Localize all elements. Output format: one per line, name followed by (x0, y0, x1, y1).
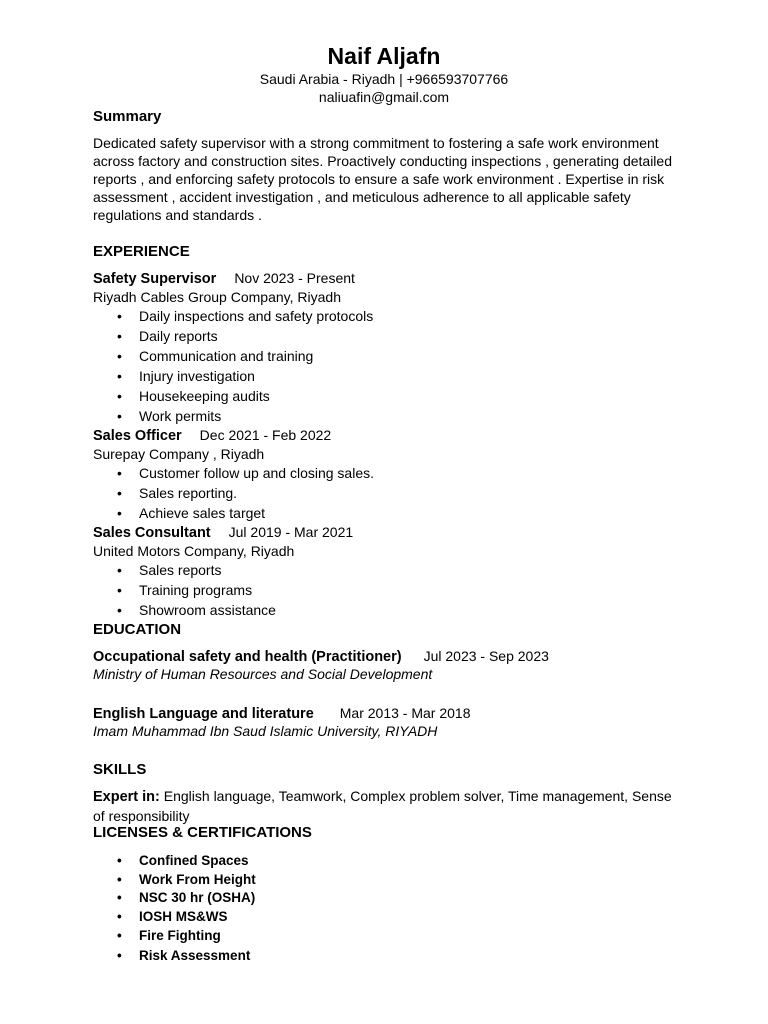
job-dates: Nov 2023 - Present (234, 270, 355, 286)
bullet-icon: • (117, 890, 122, 905)
bullet-icon: • (117, 853, 122, 868)
job-dates: Dec 2021 - Feb 2022 (199, 427, 332, 443)
job-title: Sales Officer (93, 428, 182, 444)
bullet-icon: • (117, 485, 122, 501)
job-header (93, 427, 331, 445)
education-title: Occupational safety and health (Practitioner) (93, 649, 402, 665)
job-header (93, 270, 355, 288)
list-item: • Training programs (117, 582, 253, 598)
bullet-icon: • (117, 562, 122, 578)
skills-text (93, 787, 683, 826)
licenses-heading: LICENSES & CERTIFICATIONS (93, 824, 312, 841)
list-item: • Risk Assessment (117, 948, 251, 963)
list-item: • Daily reports (117, 328, 218, 344)
contact-email: naliuafin@gmail.com (318, 89, 450, 105)
job-company: Surepay Company , Riyadh (93, 446, 265, 462)
education-heading: EDUCATION (93, 621, 182, 638)
bullet-icon: • (117, 602, 122, 618)
bullet-icon: • (117, 408, 122, 424)
education-dates: Mar 2013 - Mar 2018 (339, 705, 471, 721)
bullet-icon: • (117, 328, 122, 344)
bullet-icon: • (117, 348, 122, 364)
bullet-icon: • (117, 872, 122, 887)
job-title: Safety Supervisor (93, 271, 217, 287)
list-item: • IOSH MS&WS (117, 909, 228, 924)
list-item: • Showroom assistance (117, 602, 276, 618)
skills-label: Expert in: (93, 789, 160, 805)
experience-heading: EXPERIENCE (93, 243, 190, 260)
list-item: • Work permits (117, 408, 222, 424)
skills-list: English language, Teamwork, Complex problem solver, Time management, Sense of responsibility (93, 788, 672, 824)
bullet-icon: • (117, 948, 122, 963)
education-dates: Jul 2023 - Sep 2023 (423, 648, 549, 664)
bullet-icon: • (117, 582, 122, 598)
job-title: Sales Consultant (93, 525, 211, 541)
education-title: English Language and literature (93, 706, 314, 722)
bullet-icon: • (117, 368, 122, 384)
job-company: United Motors Company, Riyadh (93, 543, 295, 559)
list-item: • NSC 30 hr (OSHA) (117, 890, 256, 905)
list-item: • Communication and training (117, 348, 314, 364)
job-header (93, 524, 353, 542)
education-entry-header (93, 648, 549, 666)
bullet-icon: • (117, 505, 122, 521)
bullet-icon: • (117, 388, 122, 404)
list-item: • Work From Height (117, 872, 256, 887)
list-item: • Daily inspections and safety protocols (117, 308, 374, 324)
bullet-icon: • (117, 308, 122, 324)
list-item: • Sales reporting. (117, 485, 238, 501)
list-item: • Injury investigation (117, 368, 255, 384)
education-entry-header (93, 705, 471, 723)
bullet-icon: • (117, 928, 122, 943)
candidate-name: Naif Aljafn (327, 43, 441, 69)
education-institution: Imam Muhammad Ibn Saud Islamic University, RIYADH (93, 723, 438, 739)
job-dates: Jul 2019 - Mar 2021 (228, 524, 354, 540)
list-item: • Customer follow up and closing sales. (117, 465, 375, 481)
bullet-icon: • (117, 465, 122, 481)
list-item: • Fire Fighting (117, 928, 221, 943)
list-item: • Achieve sales target (117, 505, 266, 521)
contact-location-phone: Saudi Arabia - Riyadh | +966593707766 (259, 71, 509, 87)
summary-text: Dedicated safety supervisor with a strong commitment to fostering a safe work environment across factory and construction sites. Proactively conducting inspections , generating detailed reports , and enforcing safety protocols to ensure a safe work environment . Expertise in risk assessment , accident investigation , and meticulous adherence to all applicable safety regulations and standards . (93, 135, 672, 223)
list-item: • Housekeeping audits (117, 388, 270, 404)
list-item: • Confined Spaces (117, 853, 249, 868)
list-item: • Sales reports (117, 562, 222, 578)
skills-heading: SKILLS (93, 761, 147, 778)
bullet-icon: • (117, 909, 122, 924)
education-institution: Ministry of Human Resources and Social Development (93, 666, 433, 682)
summary-heading: Summary (93, 108, 162, 125)
job-company: Riyadh Cables Group Company, Riyadh (93, 289, 341, 305)
